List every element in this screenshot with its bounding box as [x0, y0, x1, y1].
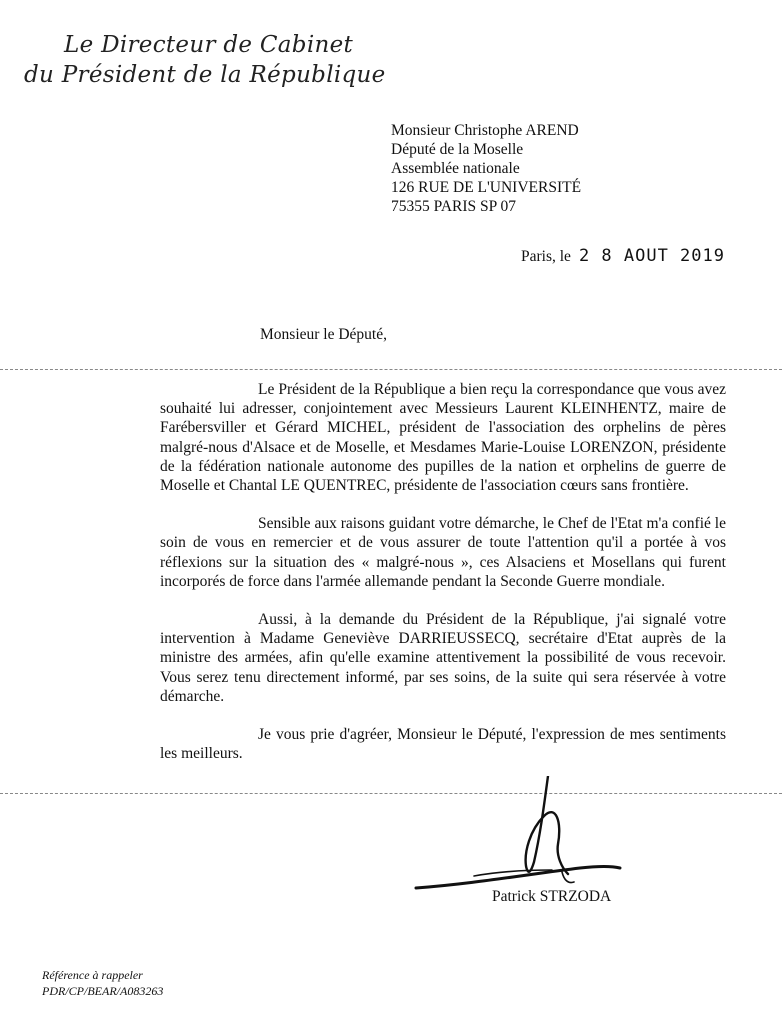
salutation: Monsieur le Député, [260, 326, 387, 343]
date-line [521, 246, 725, 266]
recipient-title: Député de la Moselle [391, 141, 524, 158]
letterhead-title: Le Directeur de Cabinet [64, 32, 354, 58]
scan-artifact-line [0, 793, 782, 794]
paragraph: Aussi, à la demande du Président de la République, j'ai signalé votre intervention à Madame Geneviève DARRIEUSSECQ, secrétaire d'Etat auprès de la ministre des armées, afin qu'elle examine attentivement la possibilité de vous recevoir. Vous serez tenu directement informé, par ses soins, de la suite qui sera réservée à votre démarche. [160, 611, 726, 705]
letterhead-subtitle: du Président de la République [24, 62, 386, 88]
letterhead [24, 30, 386, 90]
recipient-city: 75355 PARIS SP 07 [391, 198, 517, 215]
recipient-address [391, 121, 581, 216]
recipient-street: 126 RUE DE L'UNIVERSITÉ [391, 179, 582, 196]
reference-block [42, 968, 163, 999]
reference-label: Référence à rappeler [42, 968, 143, 982]
scan-artifact-line [0, 369, 782, 370]
signatory-name: Patrick STRZODA [492, 888, 612, 905]
paragraph: Sensible aux raisons guidant votre démarche, le Chef de l'Etat m'a confié le soin de vous en remercier et de vous assurer de toute l'attention qu'il a portée à vos réflexions sur la situation des « malgré-nous », ces Alsaciens et Mosellans qui furent incorporés de force dans l'armée allemande pendant la Seconde Guerre mondiale. [160, 515, 726, 590]
paragraph: Le Président de la République a bien reçu la correspondance que vous avez souhaité lui adresser, conjointement avec Messieurs Laurent KLEINHENTZ, maire de Farébersviller et Gérard MICHEL, président de l'association des orphelins de pères malgré-nous d'Alsace et de Moselle, et Mesdames Marie-Louise LORENZON, présidente de la fédération nationale autonome des pupilles de la nation et orphelins de guerre de Moselle et Chantal LE QUENTREC, présidente de l'association cœurs sans frontière. [160, 381, 726, 495]
reference-code: PDR/CP/BEAR/A083263 [42, 983, 164, 998]
date-stamp: 2 8 AOUT 2019 [578, 246, 725, 266]
recipient-name: Monsieur Christophe AREND [391, 122, 579, 139]
recipient-institution: Assemblée nationale [391, 160, 520, 177]
date-prefix: Paris, le [521, 248, 571, 265]
handwritten-signature [412, 776, 622, 894]
letter-body [160, 380, 726, 782]
closing-paragraph: Je vous prie d'agréer, Monsieur le Député, l'expression de mes sentiments les meilleurs. [160, 726, 726, 763]
